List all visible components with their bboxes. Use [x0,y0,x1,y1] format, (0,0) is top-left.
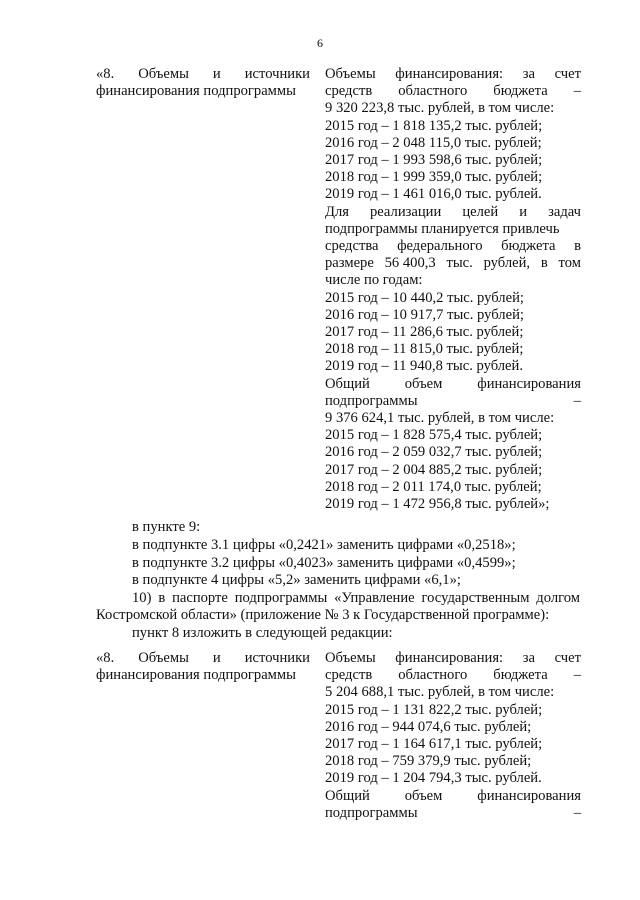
regional-heading-line-2: средств областного бюджета – [325,667,581,684]
regional-year-line: 2015 год – 1 818 135,2 тыс. рублей; [325,117,543,134]
regional-total: 9 320 223,8 тыс. рублей, в том числе: [325,100,555,117]
regional-heading-line-2: средств областного бюджета – [325,83,581,100]
regional-year-line: 2016 год – 2 048 115,0 тыс. рублей; [325,134,542,151]
federal-line-1: Для реализации целей и задач [325,203,581,220]
regional-heading-line-1: Объемы финансирования: за счет [325,650,581,666]
federal-line-3: средства федерального бюджета в [325,238,581,255]
federal-line-4: размере 56 400,3 тыс. рублей, в том [325,255,581,272]
item-content [325,66,581,513]
federal-year-line: 2019 год – 11 940,8 тыс. рублей. [325,358,523,375]
general-year-line: 2019 год – 1 472 956,8 тыс. рублей»; [325,496,550,513]
general-year-line: 2016 год – 2 059 032,7 тыс. рублей; [325,444,543,461]
amendment-subpoint-3-1: в подпункте 3.1 цифры «0,2421» заменить цифрами «0,2518»; [132,537,516,553]
federal-year-line: 2015 год – 10 440,2 тыс. рублей; [325,289,524,306]
amendment-item-10-line-2: Костромской области» (приложение № 3 к Государственной программе): [96,607,550,623]
federal-year-line: 2018 год – 11 815,0 тыс. рублей; [325,341,524,358]
general-year-line: 2018 год – 2 011 174,0 тыс. рублей; [325,478,542,495]
general-total: 9 376 624,1 тыс. рублей, в том числе: [325,410,555,427]
regional-year-line: 2017 год – 1 164 617,1 тыс. рублей; [325,736,543,753]
regional-year-line: 2018 год – 759 379,9 тыс. рублей; [325,753,532,770]
general-heading-line-1: Общий объем финансирования [325,787,581,804]
general-heading-line-2: подпрограммы – [325,804,581,821]
general-year-line: 2017 год – 2 004 885,2 тыс. рублей; [325,461,543,478]
item-label-line-1: «8. Объемы и источники [96,66,310,82]
subprogram-passport-item-8-second [96,650,581,821]
regional-year-line: 2018 год – 1 999 359,0 тыс. рублей; [325,169,543,186]
amendment-subpoint-4: в подпункте 4 цифры «5,2» заменить цифрами «6,1»; [132,572,461,588]
regional-year-line: 2016 год – 944 074,6 тыс. рублей; [325,718,532,735]
page-number: 6 [317,36,323,50]
item-label-line-2: финансирования подпрограммы [96,83,296,99]
amendment-point-9: в пункте 9: [132,519,201,535]
amendment-item-10-line-3: пункт 8 изложить в следующей редакции: [132,625,393,641]
general-year-line: 2015 год – 1 828 575,4 тыс. рублей; [325,427,543,444]
general-heading-line-1: Общий объем финансирования [325,375,581,392]
federal-line-5: числе по годам: [325,272,423,289]
amendment-subpoint-3-2: в подпункте 3.2 цифры «0,4023» заменить цифрами «0,4599»; [132,555,516,571]
federal-year-line: 2016 год – 10 917,7 тыс. рублей; [325,306,524,323]
item-label [96,66,310,100]
item-label-line-1: «8. Объемы и источники [96,650,310,666]
item-content [325,650,581,822]
subprogram-passport-item-8-first [96,66,581,513]
regional-total: 5 204 688,1 тыс. рублей, в том числе: [325,684,555,701]
amendment-item-10-line-1: 10) в паспорте подпрограммы «Управление государственным долгом [132,590,580,606]
regional-heading-line-1: Объемы финансирования: за счет [325,66,581,82]
federal-year-line: 2017 год – 11 286,6 тыс. рублей; [325,324,524,341]
regional-year-line: 2015 год – 1 131 822,2 тыс. рублей; [325,701,543,718]
regional-year-line: 2019 год – 1 204 794,3 тыс. рублей. [325,770,542,787]
federal-line-2: подпрограммы планируется привлечь [325,220,560,237]
item-label-line-2: финансирования подпрограммы [96,667,296,683]
general-heading-line-2: подпрограммы – [325,392,581,409]
regional-year-line: 2017 год – 1 993 598,6 тыс. рублей; [325,152,543,169]
item-label [96,650,310,684]
regional-year-line: 2019 год – 1 461 016,0 тыс. рублей. [325,186,542,203]
